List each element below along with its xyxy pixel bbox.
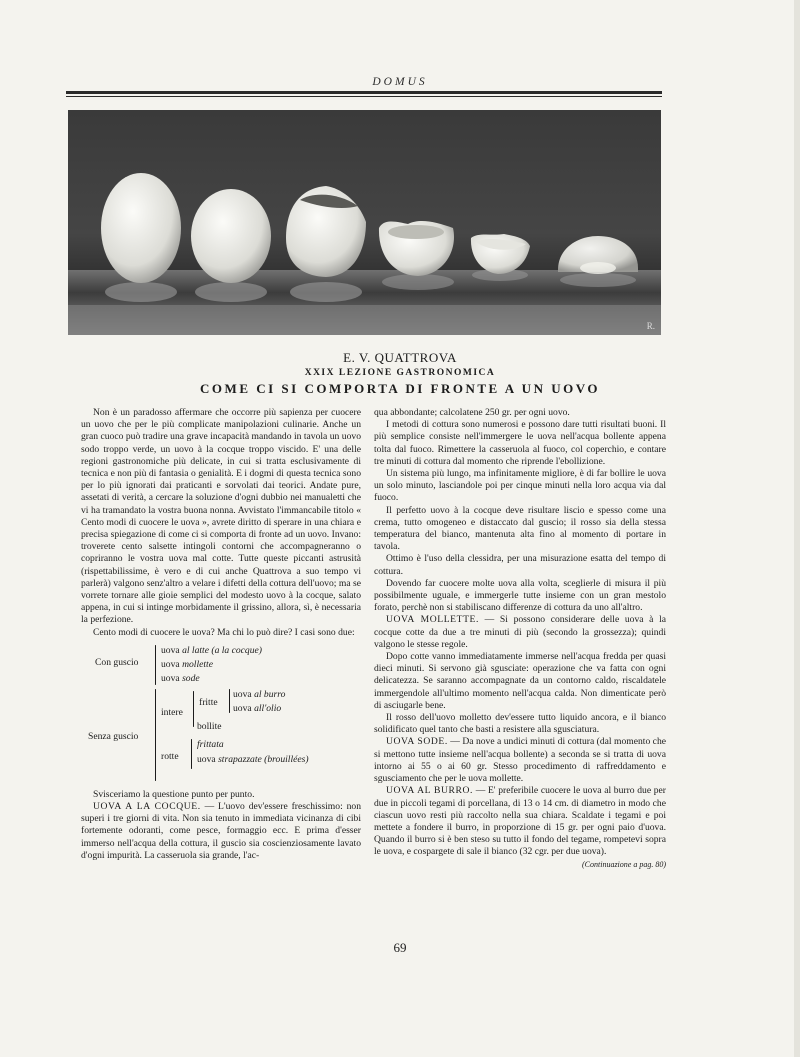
section-heading: UOVA SODE. — [386, 736, 448, 748]
tree-item: uova al burro — [233, 688, 286, 700]
paragraph: Ottimo è l'uso della clessidra, per una misurazione esatta del tempo di cottura. — [374, 553, 666, 577]
tree-brace — [191, 739, 192, 769]
page-edge — [794, 0, 800, 1057]
tree-item: uova all'olio — [233, 702, 282, 714]
page-number: 69 — [393, 940, 407, 955]
tree-senza-guscio: Senza guscio — [88, 730, 139, 742]
tree-item: uova strapazzate (brouillées) — [197, 753, 309, 765]
paragraph: I metodi di cottura sono numerosi e possono dare tutti risultati buoni. Il più semplice consiste nell'immergere le uova nell'acqua bollente appena tolta dal fuoco. Rimettere la casseruola al fuoco, col coperchio, e contare tre minuti di cottura dal momento che riprende l'ebollizione. — [374, 419, 666, 467]
paragraph: Non è un paradosso affermare che occorre più sapienza per cuocere un uovo che per le più complicate manipolazioni culinarie. Anche un gran cuoco può tradire una grave incapacità mandando in tavola un uovo sodo troppo verde, un uovo à la cocque troppo viscido. E' una delle regioni gastronomiche più delicate, in cui si tratta esclusivamente di tecnica e non più di fantasia o genialità. E i dogmi di questa tecnica sono per lo più ignorati dai praticanti e sorvolati dai teorici. Andate pure, assetati di verità, a cercare la soluzione d'ogni dubbio nei manualetti che vi ha tramandato la vostra buona nonna. Avvistato l'immancabile titolo « Cento modi di cuocere le uova », avrete diritto di sperare in una chiara e precisa spiegazione di come ci si comporta di fronte ad un uovo. Invano: troverete cento salsette intingoli contorni che accompagneranno o copriranno le vostra uova mal cotte. Tutte queste piccanti astrusità (rispettabilissime, è vero e di cui anche Quattrova a suo tempo vi parlerà) valgono senz'altro a velare i difetti della cottura dell'uovo; ma se vorrete tornare alle gioie semplici del modesto uovo à la cocque, salato appena, in cui si intinge morbidamente il grissino, allora, sì, è necessaria la perfezione. — [81, 407, 361, 626]
paragraph: Un sistema più lungo, ma infinitamente migliore, è di far bollire le uova un solo minuto, lasciandole poi per cinque minuti nella loro acqua via dal fuoco. — [374, 468, 666, 504]
article-lesson: XXIX LEZIONE GASTRONOMICA — [304, 368, 496, 378]
tree-brace — [193, 691, 194, 727]
egg-whole-2 — [191, 189, 271, 283]
article-author: E. V. QUATTROVA — [343, 350, 457, 365]
paragraph: Cento modi di cuocere le uova? Ma chi lo può dire? I casi sono due: — [93, 626, 355, 638]
magazine-header: DOMUS — [372, 76, 428, 88]
tree-rotte: rotte — [161, 750, 179, 762]
continuation-note: (Continuazione a pag. 80) — [582, 859, 666, 869]
tree-brace — [155, 645, 156, 685]
paragraph: Dovendo far cuocere molte uova alla volta, sceglierle di misura il più possibilmente uguale, e immergerle tutte insieme con un gran mestolo forato, perchè non si stabiliscano differenze di cottura da uno all'altro. — [374, 577, 666, 614]
paragraph: qua abbondante; calcolatene 250 gr. per ogni uovo. — [374, 407, 570, 418]
section-heading: UOVA A LA COCQUE. — [93, 801, 201, 813]
tree-frittata: frittata — [197, 738, 224, 750]
paragraph: Svisceriamo la questione punto per punto. — [93, 788, 255, 800]
paragraph: UOVA MOLLETTE. — Si possono considerare delle uova à la cocque cotte da due a tre minuti di più (secondo la grossezza); quindi valgono le stesse regole. — [374, 614, 667, 650]
paragraph: Dopo cotte vanno immediatamente immerse nell'acqua fredda per quasi dieci minuti. Si servono già sgusciate: operazione che va fatta con ogni delicatezza. Se saranno accompagnate da un contorno caldo, riscaldatele immergendole all'ultimo momento nell'acqua calda. Non dimenticate però di asciugarle bene. — [374, 651, 666, 711]
tree-bollite: bollite — [197, 720, 222, 732]
text-column-right — [374, 407, 666, 871]
paragraph: UOVA A LA COCQUE. — L'uovo dev'essere freschissimo: non superi i tre giorni di vita. Non sia tenuto in immediata vicinanza di cibi fortemente odoranti, come pesce, formaggio ecc. E prima d'esser immerso nell'acqua della cottura, il guscio sia coscienziosamente lavato d'ogni impurità. La casseruola sia grande, l'ac- — [81, 801, 361, 861]
tree-item: uova mollette — [161, 658, 213, 670]
article-title: COME CI SI COMPORTA DI FRONTE A UN UOVO — [200, 381, 600, 396]
tree-brace — [229, 689, 230, 713]
text-column-left — [81, 407, 361, 862]
paragraph: UOVA AL BURRO. — E' preferibile cuocere le uova al burro due per due in piccoli tegami di porcellana, di 13 o 14 cm. di diametro in modo che ciascun uovo resti più raccolto nella sua chiara. Scaldate i tegami e poi mettete a fondere il burro, in proporzione di 15 gr. per ogni paio d'uova. Quando il burro si è ben steso su tutto il fondo del tegame, rompetevi sopra le uova, e cospargete di sale il bianco (32 cgr. per due uova). — [374, 785, 666, 858]
eggs-illustration — [68, 110, 661, 335]
tree-item: uova al latte (a la cocque) — [161, 644, 262, 656]
photo-monogram: R. — [646, 321, 655, 331]
tree-con-guscio: Con guscio — [95, 656, 139, 668]
paragraph: Il perfetto uovo à la cocque deve risultare liscio e spesso come una crema, tutto omogeneo e distaccato dal guscio; il rosso sia della stessa temperatura del bianco, mantenuta alta fino al momento di portare in tavola. — [374, 504, 666, 553]
paragraph: Il rosso dell'uovo molletto dev'essere tutto liquido ancora, e il bianco solidificato quel tanto che basti a resistere alla sgusciatura. — [374, 712, 666, 736]
section-heading: UOVA MOLLETTE. — [386, 614, 480, 626]
egg-classification-tree — [81, 645, 361, 785]
section-heading: UOVA AL BURRO. — [386, 785, 474, 797]
tree-brace — [155, 689, 156, 781]
tree-intere: intere — [161, 706, 183, 718]
tree-item: uova sode — [161, 672, 200, 684]
egg-whole-1 — [101, 173, 181, 283]
tree-fritte: fritte — [199, 696, 218, 708]
header-rule-thick — [66, 91, 662, 94]
header-rule-thin — [66, 96, 662, 97]
paragraph: UOVA SODE. — Da nove a undici minuti di cottura (dal momento che si mettono tutte insieme nell'acqua bollente) a seconda se si tratta di uova intorno ai 55 o ai 60 gr. Stesso procedimento di raffreddamento e sgusciamento che per le uova mollette. — [374, 736, 666, 785]
eggs-photo — [68, 110, 661, 335]
